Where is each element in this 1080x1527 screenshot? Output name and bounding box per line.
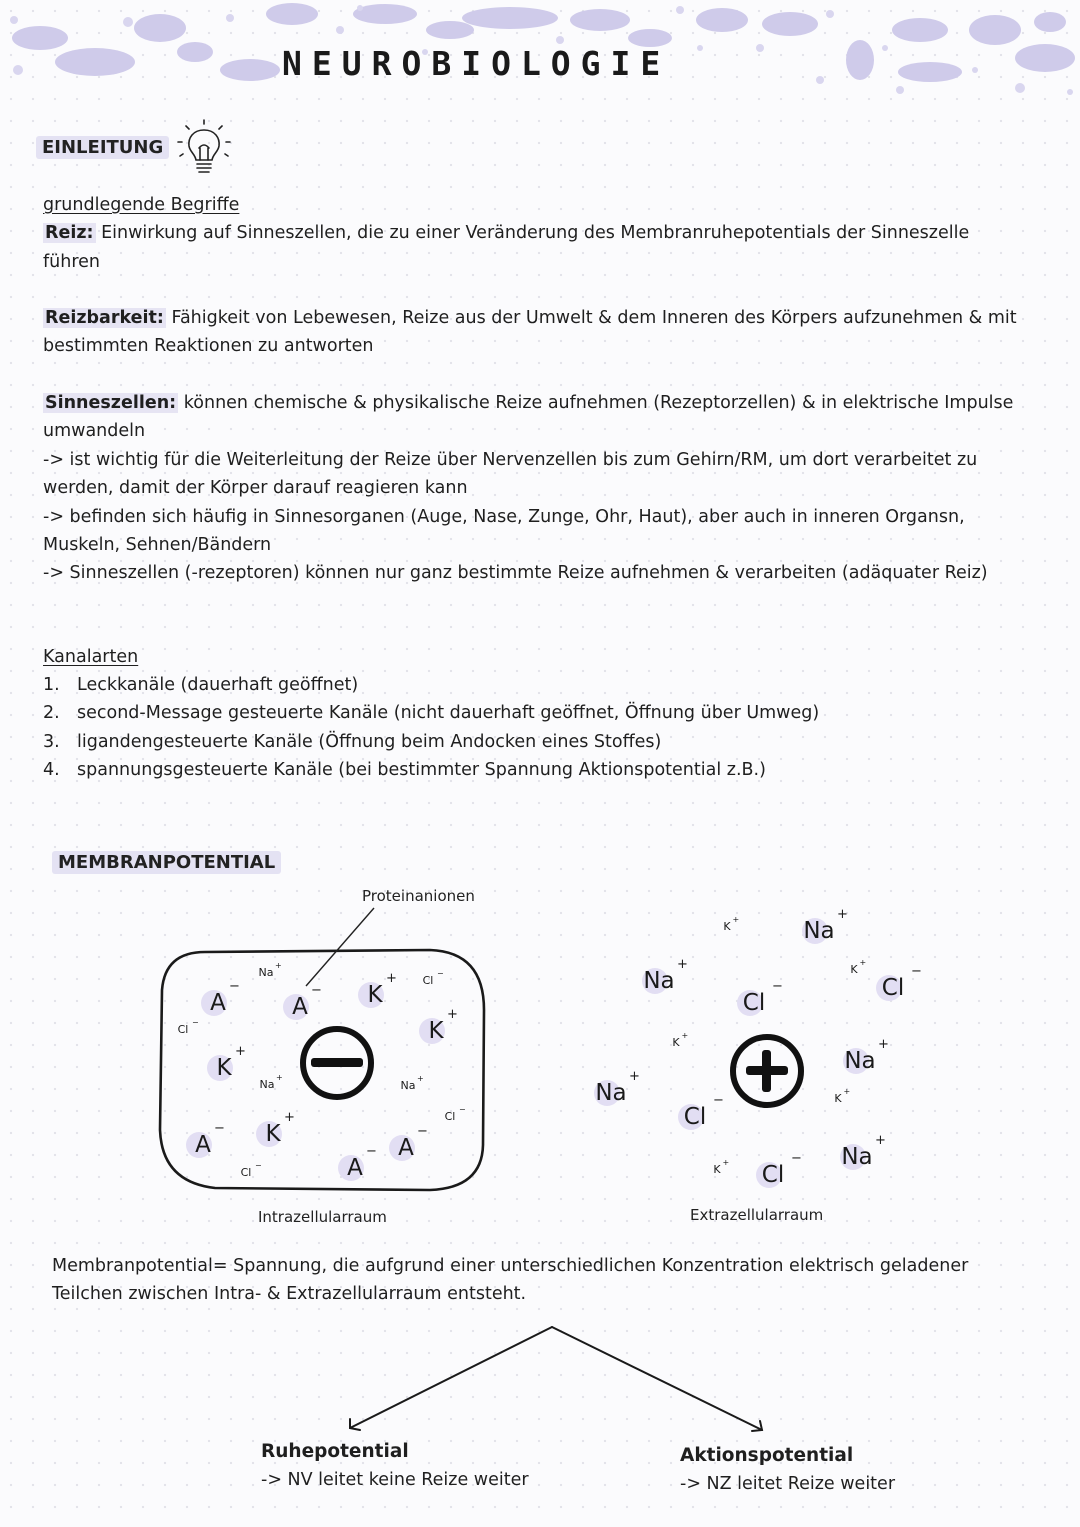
ion-symbol: K — [367, 982, 383, 1008]
ion-symbol: K — [723, 920, 731, 933]
page-title: NEUROBIOLOGIE — [282, 44, 671, 83]
ion-charge: − — [772, 979, 783, 994]
sinneszellen-point-1: -> ist wichtig für die Weiterleitung der Reize über Nervenzellen bis zum Gehirn/RM, um dort verarbeitet zu werden, damit der Körper darauf reagieren kann — [43, 449, 978, 499]
ion-chloride — [737, 979, 783, 1016]
ion-symbol: A — [195, 1132, 211, 1158]
ion-sodium — [594, 1069, 640, 1106]
list-item: 3. ligandengesteuerte Kanäle (Öffnung beim Andocken eines Stoffes) — [43, 731, 662, 752]
text-reizbarkeit: Fähigkeit von Lebewesen, Reize aus der Umwelt & dem Inneren des Körpers aufzunehmen & mit bestimmten Reaktionen zu antworten — [43, 308, 1017, 357]
ion-symbol: Na — [258, 966, 274, 979]
ion-potassium — [672, 1031, 688, 1049]
ion-potassium — [723, 915, 739, 933]
ion-sodium — [843, 1037, 889, 1074]
arrow-to-aktionspotential — [552, 1327, 762, 1430]
ion-sodium — [401, 1074, 424, 1092]
ion-symbol: Cl — [683, 1104, 707, 1130]
ion-charge: + — [629, 1069, 640, 1084]
ion-symbol: K — [265, 1121, 281, 1147]
arrow-to-ruhepotential — [350, 1327, 552, 1428]
sinneszellen-point-2: -> befinden sich häufig in Sinnesorganen (Auge, Nase, Zunge, Ohr, Haut), aber auch in inneren Organsn, Muskeln, Sehnen/Bändern — [43, 506, 965, 556]
ion-potassium — [713, 1158, 729, 1176]
sinneszellen-point-3: -> Sinneszellen (-rezeptoren) können nur ganz bestimmte Reize aufnehmen & verarbeiten (adäquater Reiz) — [43, 563, 988, 584]
ion-potassium — [256, 1110, 295, 1147]
ruhepotential-text: -> NV leitet keine Reize weiter — [261, 1470, 529, 1490]
ion-symbol: Na — [400, 1079, 416, 1092]
ion-charge: + — [722, 1158, 730, 1167]
lightbulb-icon — [172, 118, 236, 180]
ion-anion — [338, 1144, 377, 1181]
ion-charge: + — [875, 1133, 886, 1148]
ion-charge: − — [417, 1124, 428, 1139]
ion-charge: − — [366, 1144, 377, 1159]
ion-sodium — [840, 1133, 886, 1170]
ion-symbol: Cl — [422, 974, 434, 987]
ion-symbol: K — [428, 1018, 444, 1044]
plus-symbol-icon — [733, 1037, 801, 1105]
aktionspotential-text: -> NZ leitet Reize weiter — [680, 1474, 896, 1494]
ion-charge: + — [275, 961, 282, 970]
protein-pointer-line — [306, 908, 374, 986]
ion-charge: + — [837, 907, 848, 922]
ion-charge: − — [459, 1105, 466, 1114]
ion-charge: + — [681, 1031, 689, 1040]
ion-charge: + — [859, 958, 867, 967]
ion-charge: − — [791, 1151, 802, 1166]
ion-chloride — [876, 964, 922, 1001]
ruhepotential-title: Ruhepotential — [261, 1441, 409, 1462]
ion-symbol: Na — [841, 1144, 873, 1170]
definition-reiz — [43, 219, 1023, 276]
ion-symbol: Cl — [240, 1166, 252, 1179]
ion-sodium — [802, 907, 848, 944]
ion-charge: + — [447, 1007, 458, 1022]
list-item: 4. spannungsgesteuerte Kanäle (bei bestimmter Spannung Aktionspotential z.B.) — [43, 760, 766, 781]
ion-potassium — [358, 971, 397, 1008]
ion-chloride — [445, 1105, 466, 1123]
ion-charge: − — [192, 1018, 199, 1027]
ion-symbol: A — [398, 1135, 414, 1161]
kanalarten-list — [43, 671, 819, 785]
ion-symbol: Na — [595, 1080, 627, 1106]
ion-potassium — [207, 1044, 246, 1081]
ion-layer — [178, 907, 922, 1188]
ion-symbol: Na — [643, 968, 675, 994]
ion-anion — [201, 979, 240, 1016]
ion-chloride — [178, 1018, 199, 1036]
ion-symbol: Na — [259, 1078, 275, 1091]
aktionspotential-title: Aktionspotential — [680, 1445, 854, 1466]
ion-sodium — [260, 1073, 283, 1091]
ion-symbol: Cl — [177, 1023, 189, 1036]
ion-symbol: K — [216, 1055, 232, 1081]
ion-chloride — [241, 1161, 262, 1179]
term-reiz: Reiz: — [45, 223, 94, 244]
list-item: 2. second-Message gesteuerte Kanäle (nicht dauerhaft geöffnet, Öffnung über Umweg) — [43, 703, 820, 724]
ion-charge: − — [311, 983, 322, 998]
ion-symbol: Cl — [881, 975, 905, 1001]
ion-charge: + — [732, 915, 740, 924]
ion-chloride — [423, 969, 444, 987]
kanalarten-heading: Kanalarten — [43, 647, 139, 667]
protein-anion-label: Proteinanionen — [362, 887, 475, 905]
ion-symbol: A — [347, 1155, 363, 1181]
intro-subheading: grundlegende Begriffe — [43, 195, 240, 215]
ion-symbol: Cl — [444, 1110, 456, 1123]
ion-symbol: Cl — [761, 1162, 785, 1188]
term-reizbarkeit: Reizbarkeit: — [45, 308, 164, 328]
ion-symbol: K — [850, 963, 858, 976]
ion-charge: − — [214, 1121, 225, 1136]
ion-anion — [389, 1124, 428, 1161]
ion-charge: − — [229, 979, 240, 994]
membrane-potential-diagram — [0, 870, 1080, 1230]
ion-charge: − — [713, 1093, 724, 1108]
ion-charge: + — [235, 1044, 246, 1059]
ion-symbol: A — [210, 990, 226, 1016]
ion-symbol: A — [292, 994, 308, 1020]
ion-chloride — [678, 1093, 724, 1130]
intrazellular-label: Intrazellularraum — [258, 1208, 387, 1226]
text-reiz: Einwirkung auf Sinneszellen, die zu einer Veränderung des Membranruhepotentials der Sinneszelle führen — [43, 223, 970, 272]
definition-reizbarkeit — [43, 304, 1023, 361]
ion-charge: − — [437, 969, 444, 978]
ion-sodium — [259, 961, 282, 979]
ion-charge: + — [284, 1110, 295, 1125]
ion-symbol: Na — [803, 918, 835, 944]
ion-anion — [283, 983, 322, 1020]
ion-potassium — [419, 1007, 458, 1044]
minus-symbol-icon — [303, 1029, 371, 1097]
term-sinneszellen: Sinneszellen: — [45, 393, 177, 413]
ion-potassium — [834, 1087, 850, 1105]
ion-sodium — [642, 957, 688, 994]
extrazellular-label: Extrazellularraum — [690, 1206, 824, 1224]
text-sinneszellen: können chemische & physikalische Reize aufnehmen (Rezeptorzellen) & in elektrische Impulse umwandeln — [43, 393, 1014, 442]
definition-sinneszellen — [43, 389, 1023, 588]
ion-charge: + — [878, 1037, 889, 1052]
intro-section — [43, 191, 1023, 276]
ion-symbol: K — [713, 1163, 721, 1176]
ion-charge: + — [677, 957, 688, 972]
list-item: 1. Leckkanäle (dauerhaft geöffnet) — [43, 675, 359, 695]
ion-symbol: K — [672, 1036, 680, 1049]
section-label-einleitung: EINLEITUNG — [36, 136, 169, 159]
ion-chloride — [756, 1151, 802, 1188]
ion-symbol: Cl — [742, 990, 766, 1016]
ion-charge: + — [276, 1073, 283, 1082]
ion-anion — [186, 1121, 225, 1158]
ion-charge: + — [417, 1074, 424, 1083]
ion-potassium — [850, 958, 866, 976]
ion-charge: + — [386, 971, 397, 986]
ion-charge: + — [843, 1087, 851, 1096]
ion-symbol: K — [834, 1092, 842, 1105]
branch-arrows — [0, 1320, 1080, 1440]
ion-symbol: Na — [844, 1048, 876, 1074]
membranpotential-definition: Membranpotential= Spannung, die aufgrund einer unterschiedlichen Konzentration elektrisch geladener Teilchen zwischen Intra- & Extrazellularraum entsteht. — [52, 1256, 969, 1305]
ion-charge: − — [911, 964, 922, 979]
section-label-membranpotential: MEMBRANPOTENTIAL — [52, 851, 281, 874]
ion-charge: − — [255, 1161, 262, 1170]
